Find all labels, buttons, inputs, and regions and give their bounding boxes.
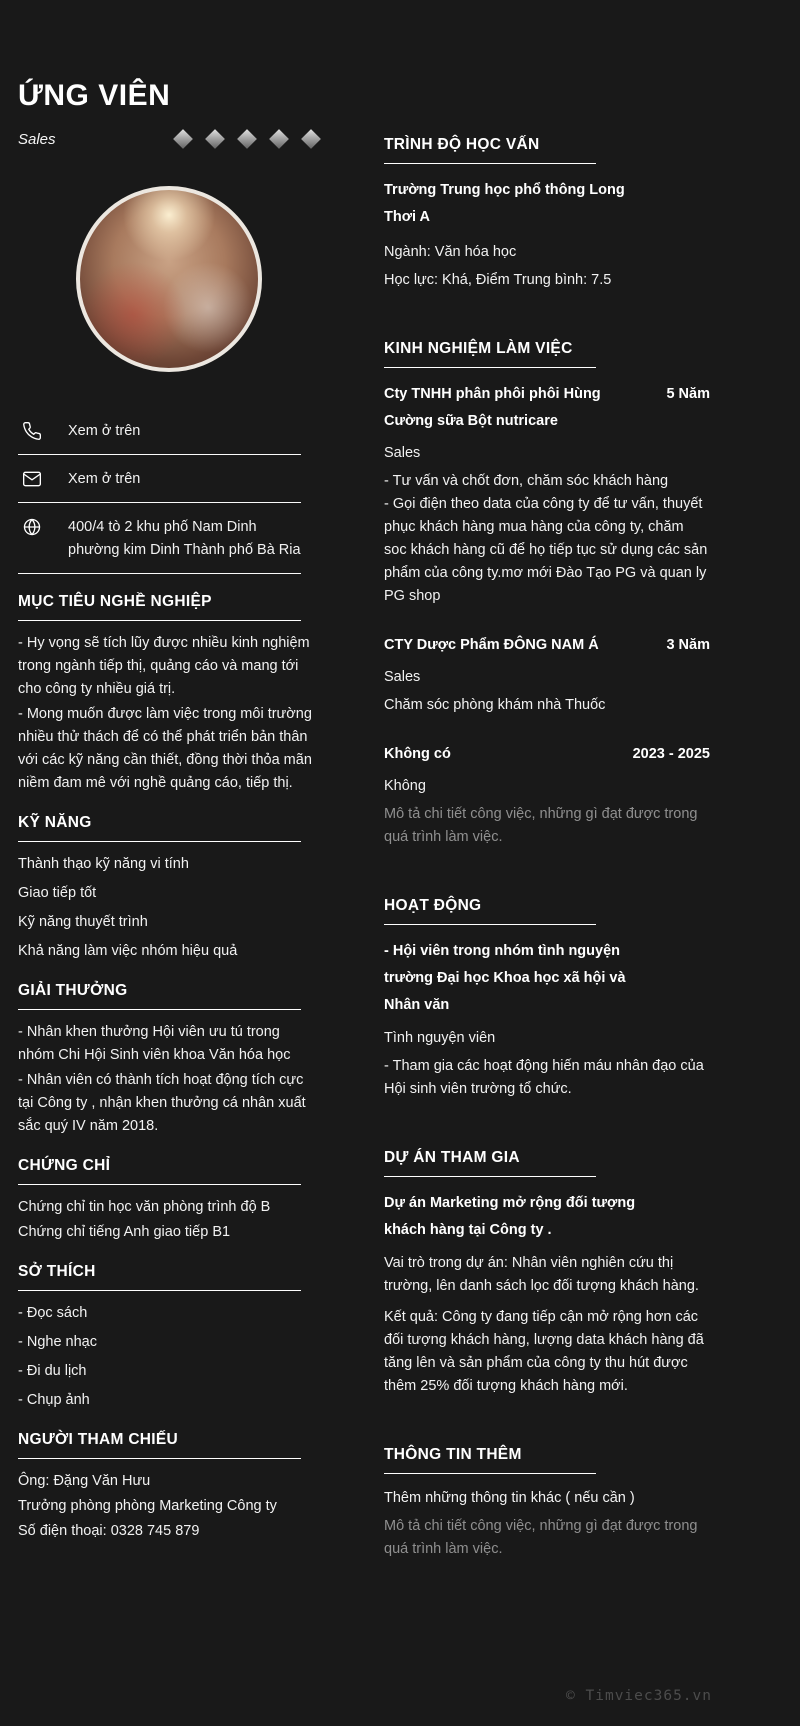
certificate-item: Chứng chỉ tin học văn phòng trình độ B [18, 1199, 271, 1215]
job-position: Sales [384, 445, 421, 461]
reference-line: Số điện thoại: 0328 745 879 [18, 1523, 200, 1539]
reference-line: Ông: Đặng Văn Hưu [18, 1473, 151, 1489]
address-value: 400/4 tò 2 khu phố Nam Dinh phường kim Dinh Thành phố Bà Ria [68, 519, 301, 558]
section-projects [384, 1149, 710, 1398]
section-activities [384, 897, 710, 1101]
diamond-icon [173, 129, 193, 149]
job-title: Sales [18, 130, 56, 148]
education-major: Ngành: Văn hóa học [384, 244, 517, 260]
references-body [18, 1470, 320, 1543]
job-position: Không [384, 778, 426, 794]
envelope-icon [22, 469, 42, 489]
job-duration: 3 Năm [666, 637, 710, 653]
section-heading: GIẢI THƯỞNG [18, 982, 301, 1010]
candidate-name: ỨNG VIÊN [18, 79, 171, 112]
reference-line: Trưởng phòng phòng Marketing Công ty [18, 1498, 277, 1514]
right-column [384, 136, 710, 1561]
section-certificates [18, 1157, 320, 1244]
left-column [18, 78, 320, 1561]
certificate-item: Chứng chỉ tiếng Anh giao tiếp B1 [18, 1224, 231, 1240]
hobby-item: - Chụp ảnh [18, 1392, 90, 1408]
contact-address-row [18, 516, 301, 574]
hobby-item: - Đọc sách [18, 1305, 88, 1321]
section-experience [384, 340, 710, 849]
job-description-line: - Tư vấn và chốt đơn, chăm sóc khách hàng [384, 473, 669, 489]
section-heading: DỰ ÁN THAM GIA [384, 1149, 596, 1177]
diamond-decoration [176, 132, 320, 146]
phone-value: Xem ở trên [68, 423, 141, 439]
award-item: - Nhân khen thưởng Hội viên ưu tú trong nhóm Chi Hội Sinh viên khoa Văn hóa học [18, 1024, 291, 1063]
job-entry [384, 632, 710, 717]
education-gpa: Học lực: Khá, Điểm Trung bình: 7.5 [384, 272, 612, 288]
section-objective [18, 593, 320, 795]
projects-body [384, 1190, 710, 1398]
job-description [384, 470, 710, 608]
company-name: Không có [384, 746, 451, 762]
section-heading: MỤC TIÊU NGHỀ NGHIỆP [18, 593, 301, 621]
skill-item: Thành thạo kỹ năng vi tính [18, 856, 189, 872]
hobby-item: - Đi du lịch [18, 1363, 87, 1379]
certificates-body [18, 1196, 320, 1244]
job-description-line: - Gọi điện theo data của công ty để tư vấn, thuyết phục khách hàng mua hàng của công ty, chăm soc khách hàng cũ để họ tiếp tục sử dụng các sản phẩm của công ty.mơ mới Đào Tạo PG và quan ly PG shop [384, 496, 708, 604]
section-education [384, 136, 710, 292]
profile-photo [76, 186, 262, 372]
skill-item: Giao tiếp tốt [18, 885, 97, 901]
diamond-icon [205, 129, 225, 149]
section-heading: TRÌNH ĐỘ HỌC VẤN [384, 136, 596, 164]
more-info-note: Thêm những thông tin khác ( nếu cần ) [384, 1490, 635, 1506]
contact-list [18, 420, 320, 574]
job-description-line: Mô tả chi tiết công việc, những gì đạt được trong quá trình làm việc. [384, 806, 698, 845]
project-name: Dự án Marketing mở rộng đối tượng khách hàng tại Công ty . [384, 1195, 636, 1238]
contact-email-row [18, 468, 301, 503]
project-role: Vai trò trong dự án: Nhân viên nghiên cứu thị trường, lên danh sách lọc đối tượng khách hàng. [384, 1255, 699, 1294]
activity-organization: - Hội viên trong nhóm tình nguyện trường Đại học Khoa học xã hội và Nhân văn [384, 943, 626, 1013]
skill-item: Khả năng làm việc nhóm hiệu quả [18, 943, 238, 959]
objective-body [18, 632, 320, 795]
company-name: CTY Dược Phẩm ĐÔNG NAM Á [384, 637, 599, 653]
job-description-line: Chăm sóc phòng khám nhà Thuốc [384, 697, 606, 713]
section-hobbies [18, 1263, 320, 1412]
job-entry [384, 741, 710, 849]
section-skills [18, 814, 320, 963]
company-name: Cty TNHH phân phôi phôi Hùng Cường sữa Bột nutricare [384, 386, 601, 429]
job-duration: 2023 - 2025 [632, 746, 710, 762]
section-awards [18, 982, 320, 1138]
hobby-item: - Nghe nhạc [18, 1334, 97, 1350]
activity-role: Tình nguyện viên [384, 1030, 496, 1046]
watermark: © Timviec365.vn [566, 1688, 712, 1704]
section-heading: NGƯỜI THAM CHIẾU [18, 1431, 301, 1459]
section-heading: SỞ THÍCH [18, 1263, 301, 1291]
more-info-body [384, 1487, 710, 1561]
project-result: Kết quả: Công ty đang tiếp cận mở rộng hơn các đối tượng khách hàng, lượng data khách hàng đã tăng lên và sản phẩm của công ty thu hút được thêm 25% đối tượng khách hàng mới. [384, 1309, 704, 1394]
award-item: - Nhân viên có thành tích hoạt động tích cực tại Công ty , nhận khen thưởng cá nhân xuất sắc quý IV năm 2018. [18, 1072, 306, 1134]
section-heading: KINH NGHIỆM LÀM VIỆC [384, 340, 596, 368]
diamond-icon [301, 129, 321, 149]
activities-body [384, 938, 710, 1101]
job-description [384, 694, 710, 717]
section-heading: KỸ NĂNG [18, 814, 301, 842]
skill-item: Kỹ năng thuyết trình [18, 914, 148, 930]
skills-body [18, 853, 320, 963]
section-heading: HOẠT ĐỘNG [384, 897, 596, 925]
education-body [384, 177, 710, 292]
objective-paragraph: - Hy vọng sẽ tích lũy được nhiều kinh nghiệm trong ngành tiếp thị, quảng cáo và mang tới cho công ty nhiều giá trị. [18, 635, 310, 697]
activity-description: - Tham gia các hoạt động hiến máu nhân đạo của Hội sinh viên trường tổ chức. [384, 1058, 704, 1097]
section-heading: THÔNG TIN THÊM [384, 1446, 596, 1474]
section-more-info [384, 1446, 710, 1561]
hobbies-body [18, 1302, 320, 1412]
globe-icon [22, 517, 42, 537]
experience-body [384, 381, 710, 849]
job-position: Sales [384, 669, 421, 685]
objective-paragraph: - Mong muốn được làm việc trong môi trường nhiều thử thách để có thể phát triển bản thân với các kỹ năng cần thiết, đồng thời thỏa mãn niềm đam mê với nghề quảng cáo, tiếp thị. [18, 706, 312, 791]
section-references [18, 1431, 320, 1543]
phone-icon [22, 421, 42, 441]
contact-phone-row [18, 420, 301, 455]
section-heading: CHỨNG CHỈ [18, 1157, 301, 1185]
title-row [18, 128, 320, 150]
job-header [384, 381, 710, 435]
diamond-icon [269, 129, 289, 149]
school-name: Trường Trung học phổ thông Long Thơi A [384, 182, 625, 225]
job-duration: 5 Năm [666, 386, 710, 402]
job-header [384, 632, 710, 659]
job-header [384, 741, 710, 768]
diamond-icon [237, 129, 257, 149]
more-info-placeholder: Mô tả chi tiết công việc, những gì đạt được trong quá trình làm việc. [384, 1518, 698, 1557]
awards-body [18, 1021, 320, 1138]
job-entry [384, 381, 710, 608]
job-description-placeholder [384, 803, 710, 849]
email-value: Xem ở trên [68, 471, 141, 487]
